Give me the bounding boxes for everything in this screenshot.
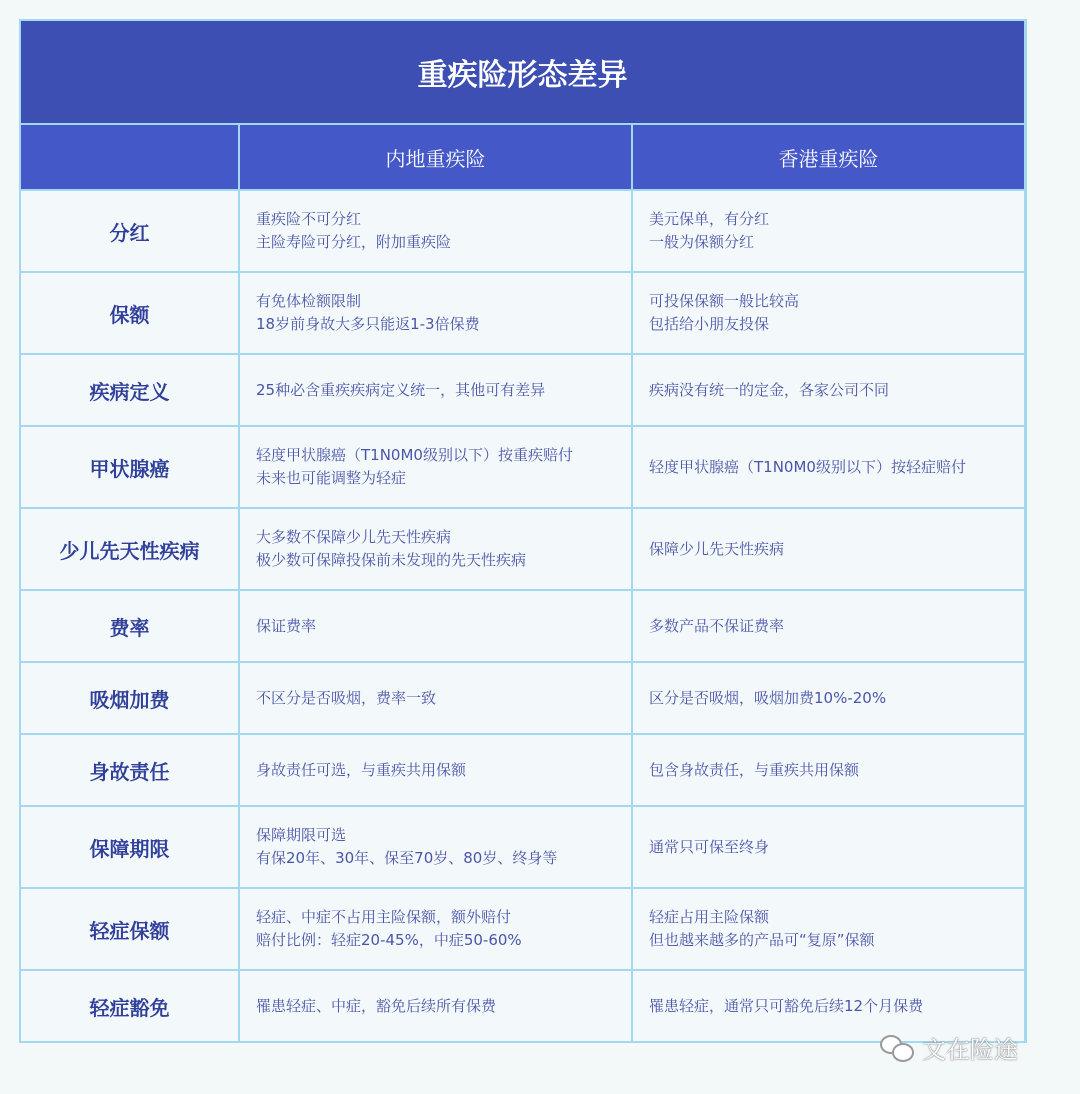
cell-hongkong bbox=[633, 273, 1024, 353]
cell-line: 罹患轻症，通常只可豁免后续12个月保费 bbox=[649, 996, 924, 1015]
cell-line: 多数产品不保证费率 bbox=[649, 616, 785, 635]
cell-line: 轻症、中症不占用主险保额，额外赔付 bbox=[256, 908, 512, 926]
cell-mainland bbox=[240, 889, 631, 969]
cell-line: 区分是否吸烟，吸烟加费10%-20% bbox=[649, 688, 887, 707]
cell-line: 赔付比例：轻症20-45%，中症50-60% bbox=[256, 931, 522, 949]
cell-line: 重疾险不可分红 bbox=[256, 210, 362, 228]
cell-line: 保障期限可选 bbox=[256, 826, 347, 844]
cell-line: 一般为保额分红 bbox=[649, 233, 755, 251]
cell-line: 通常只可保至终身 bbox=[649, 837, 770, 856]
cell-hongkong bbox=[633, 663, 1024, 733]
cell-line: 18岁前身故大多只能返1-3倍保费 bbox=[256, 315, 480, 333]
cell-hongkong bbox=[633, 191, 1024, 271]
cell-line: 包括给小朋友投保 bbox=[649, 315, 770, 333]
cell-mainland bbox=[240, 191, 631, 271]
row-label: 身故责任 bbox=[21, 735, 238, 805]
cell-line: 极少数可保障投保前未发现的先天性疾病 bbox=[256, 551, 527, 569]
cell-hongkong bbox=[633, 355, 1024, 425]
cell-line: 轻症占用主险保额 bbox=[649, 908, 770, 926]
comparison-table bbox=[19, 19, 1027, 1043]
cell-line: 主险寿险可分红，附加重疾险 bbox=[256, 233, 452, 251]
row-label: 费率 bbox=[21, 591, 238, 661]
cell-line: 可投保保额一般比较高 bbox=[649, 292, 800, 310]
row-label: 保额 bbox=[21, 273, 238, 353]
cell-line: 有免体检额限制 bbox=[256, 292, 362, 310]
cell-mainland bbox=[240, 971, 631, 1041]
row-label: 甲状腺癌 bbox=[21, 427, 238, 507]
row-label: 分红 bbox=[21, 191, 238, 271]
cell-hongkong bbox=[633, 509, 1024, 589]
cell-hongkong bbox=[633, 735, 1024, 805]
table-title: 重疾险形态差异 bbox=[21, 21, 1024, 123]
cell-mainland bbox=[240, 273, 631, 353]
cell-line: 轻度甲状腺癌（T1N0M0级别以下）按重疾赔付 bbox=[256, 446, 573, 464]
cell-mainland bbox=[240, 807, 631, 887]
cell-mainland bbox=[240, 427, 631, 507]
cell-line: 疾病没有统一的定金，各家公司不同 bbox=[649, 380, 890, 399]
cell-mainland bbox=[240, 509, 631, 589]
cell-hongkong bbox=[633, 427, 1024, 507]
wechat-icon bbox=[880, 1035, 914, 1061]
row-label: 吸烟加费 bbox=[21, 663, 238, 733]
header-mainland: 内地重疾险 bbox=[240, 125, 631, 189]
cell-mainland bbox=[240, 355, 631, 425]
watermark bbox=[880, 1030, 1018, 1065]
cell-mainland bbox=[240, 663, 631, 733]
cell-line: 大多数不保障少儿先天性疾病 bbox=[256, 528, 452, 546]
row-label: 轻症豁免 bbox=[21, 971, 238, 1041]
row-label: 轻症保额 bbox=[21, 889, 238, 969]
cell-line: 保证费率 bbox=[256, 616, 317, 635]
cell-line: 美元保单，有分红 bbox=[649, 210, 770, 228]
header-hongkong: 香港重疾险 bbox=[633, 125, 1024, 189]
cell-hongkong bbox=[633, 591, 1024, 661]
cell-line: 但也越来越多的产品可“复原”保额 bbox=[649, 931, 875, 949]
cell-line: 不区分是否吸烟，费率一致 bbox=[256, 688, 437, 707]
cell-hongkong bbox=[633, 807, 1024, 887]
row-label: 少儿先天性疾病 bbox=[21, 509, 238, 589]
cell-line: 有保20年、30年、保至70岁、80岁、终身等 bbox=[256, 849, 558, 867]
cell-line: 身故责任可选，与重疾共用保额 bbox=[256, 760, 467, 779]
watermark-text: 文在险途 bbox=[922, 1036, 1018, 1064]
cell-line: 未来也可能调整为轻症 bbox=[256, 469, 407, 487]
cell-line: 轻度甲状腺癌（T1N0M0级别以下）按轻症赔付 bbox=[649, 457, 966, 476]
header-empty bbox=[21, 125, 238, 189]
cell-line: 罹患轻症、中症，豁免后续所有保费 bbox=[256, 996, 497, 1015]
cell-mainland bbox=[240, 591, 631, 661]
cell-mainland bbox=[240, 735, 631, 805]
cell-line: 25种必含重疾疾病定义统一，其他可有差异 bbox=[256, 380, 546, 399]
cell-hongkong bbox=[633, 889, 1024, 969]
cell-line: 保障少儿先天性疾病 bbox=[649, 539, 785, 558]
row-label: 疾病定义 bbox=[21, 355, 238, 425]
cell-line: 包含身故责任，与重疾共用保额 bbox=[649, 760, 860, 779]
row-label: 保障期限 bbox=[21, 807, 238, 887]
